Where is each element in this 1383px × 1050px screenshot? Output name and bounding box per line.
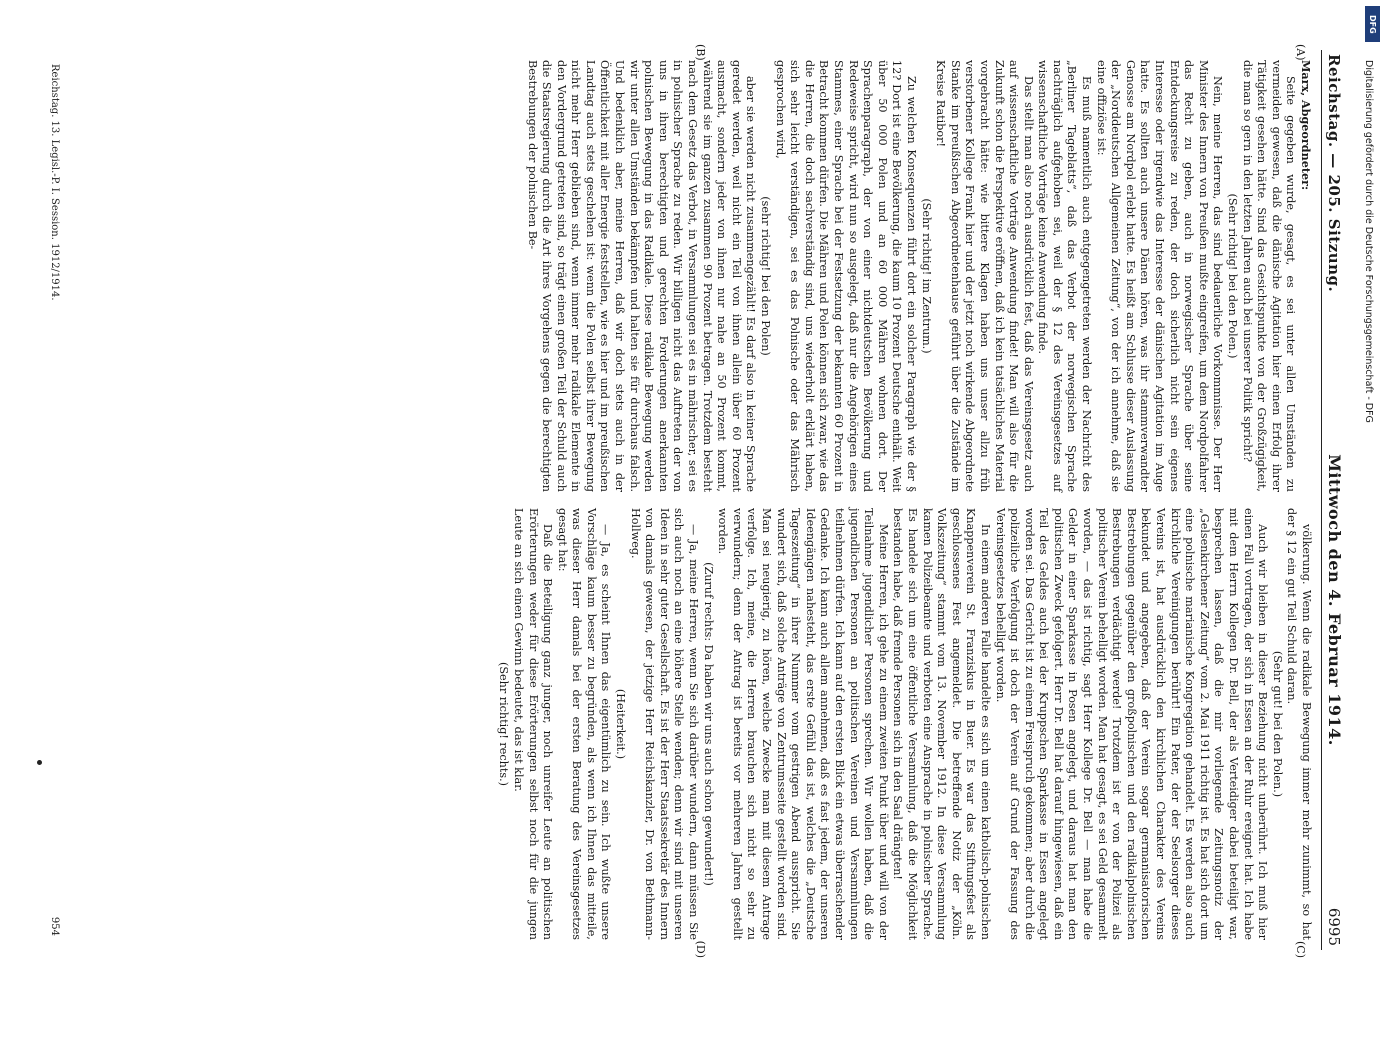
margin-marker-b: (B): [693, 44, 707, 61]
left-paragraph: (Sehr richtig! bei den Polen.): [1225, 193, 1239, 359]
right-paragraph: In einem anderen Falle handelte es sich um einen katholisch-polnischen Knappenverein St. Franziskus in Buer. Es war das Stiftungsfest als geschlossenes Fest angemeldet. Die betreffende Notiz der „Köln. Volkszeitung“ stammt vom 13. November 1912. In diese Versammlung kamen Polizeibeamte und verboten eine Ansprache in polnischer Sprache. Es handele sich um eine öffentliche Versammlung, daß die Möglichkeit bestanden habe, daß fremde Personen sich in den Saal drängten!: [890, 508, 992, 940]
left-paragraph: Es muß namentlich auch entgegengetreten werden der Nachricht des „Berliner Tageblatts“, daß das Verbot der norwegischen Sprache nachträglich aufgehoben sei, weil der § 12 des Vereinsgesetzes auf wissenschaftliche Vorträge keine Anwendung finde.: [1035, 60, 1093, 492]
margin-marker-c: (C): [1293, 941, 1307, 958]
left-paragraph: Seite gegeben wurde, gesagt, es sei unter allen Umständen zu vermeiden gewesen, daß die dänische Agitation hier einen Erfolg ihrer Tätigkeit gesehen hätte. Sind das Gesichtspunkte von der Großzügigkeit, die man so gern in den letzten Jahren auch bei unserer Politik spricht?: [1240, 60, 1297, 492]
footer-page-ref: 954: [48, 916, 60, 936]
left-paragraph: Zu welchen Konsequenzen führt dort ein solcher Paragraph wie der § 12? Dort ist eine Bevölkerung, die kaum 10 Prozent Deutsche enthält. Weit über 50 000 Polen und an 60 000 Mähren wohnen dort. Der Sprachenparagraph, der von einer nichtdeutschen Bevölkerung und Redeweise spricht, wird nun so ausgelegt, daß nur die Angehörigen eines Stammes, einer Sprache bei der Festsetzung der bekannten 60 Prozent in Betracht kommen dürfen. Die Mähren und Polen können sich zwar, wie das die Herren, die doch sachverständig sind, uns wiederholt erklärt haben, sich sehr leicht verständigen, sei es das Polnische oder das Mährisch gesprochen wird,: [773, 60, 918, 492]
left-column: [77, 60, 1313, 492]
right-paragraph: Meine Herren, ich gehe zu einem zweiten Punkt über und will von der Teilnahme jugendlicher Personen sprechen. Wir wollen haben, daß die jugendlichen Personen an politischen Vereinen und Versammlungen teilnehmen dürfen. Ich kann auf den ersten Blick ein etwas überraschender Gedanke. Ich kann auch allem annehmen, daß es fast jedem, der unseren Ideengängen nahesteht, das erste Gefühl das ist, welches die „Deutsche Tageszeitung“ in ihrer Nummer vom gestrigen Abend ausspricht. Sie wundert sich, daß solche Anträge von Zentrumsseite gestellt worden sind. Man sei neugierig, zu hören, welche Zwecke man mit diesem Antrage verfolge. Ich, meine, die Herren brauchen sich nicht so sehr zu verwundern; denn der Antrag ist bereits vor mehreren Jahren gestellt worden.: [715, 508, 890, 940]
left-paragraph: Nein, meine Herren, das sind bedauerliche Vorkommnisse. Der Herr Minister des Innern von Preußen mußte eingreifen, um dem Nordpolfahrer das Recht zu geben, auch in norwegischer Sprache über seine Entdeckungsreise zu reden, der doch sicherlich nicht sein eigenes Interesse oder irgendwie das Interesse der dänischen Agitation im Auge hatte. Es sollten auch unsere Dänen hören, was ihr stammverwandter Genosse am Nordpol erlebt hatte. Es heißt am Schlusse dieser Auslassung der „Norddeutschen Allgemeinen Zeitung“, von der ich annehme, daß sie eine offiziöse ist:: [1094, 60, 1224, 492]
margin-marker-d: (D): [693, 940, 707, 958]
header-date: Mittwoch den 4. Februar 1914.: [1324, 454, 1344, 746]
right-paragraph: (Zuruf rechts: Da haben wir uns auch schon gewundert!): [701, 562, 715, 886]
right-paragraph: Auch wir bleiben in dieser Beziehung nicht unberührt. Ich muß hier einen Fall vortragen, der sich in Essen an der Ruhr ereignet hat. Ich habe mit dem Herrn Kollegen Dr. Bell, der als Verteidiger dabei beteiligt war, besprechen lassen, daß die mir vorliegende Zeitungsnotiz der „Gelsenkirchener Zeitung“ vom 2. Mai 1911 richtig ist. Es hat sich dort um eine polnische marianische Kongregation gehandelt. Es werden also auch kirchliche Vereinigungen berührt! Ein Pater, der der Seelsorger dieses Vereins ist, hat ausdrücklich den kirchlichen Charakter des Vereins bekundet und angegeben, daß der Verein sogar germanisatorischen Bestrebungen gegenüber den großpolnischen und den radikalpolnischen Bestrebungen verdächtigt werde! Trotzdem ist er von der Polizei als politischer Verein behelligt worden. Man hat gesagt, es sei Geld gesammelt worden, — das ist richtig, sagt Herr Kollege Dr. Bell — man habe die Gelder in einer Sparkasse in Posen angelegt, und daraus hat man den politischen Zweck gefolgert. Herr Dr. Bell hat darauf hingewiesen, daß ein Teil des Geldes auch bei der Kruppschen Sparkasse in Essen angelegt worden sei. Das Gericht ist zu einem Freispruch gekommen; aber durch die polizeiliche Verfolgung ist doch der Verein auf Grund der Fassung des Vereinsgesetzes behelligt worden.: [993, 508, 1269, 940]
page-footer: [49, 64, 60, 936]
right-paragraphs: [495, 508, 1312, 940]
margin-marker-a: (A): [1293, 44, 1307, 61]
page-number: 6995: [1324, 907, 1343, 946]
footer-left: Reichstag. 13. Legisl.-P. I. Session. 1912/1914.: [48, 64, 60, 301]
right-paragraph: Daß die Beteiligung ganz junger, noch unreifer Leute an politischen Erörterungen weder für diese Erörterungen selbst noch für die jungen Leute an sich einen Gewinn bedeutet, das ist klar.: [511, 508, 554, 940]
right-paragraph: (Heiterkeit.): [613, 688, 627, 760]
left-paragraph: Das stellt man also noch ausdrücklich fest, daß das Vereinsgesetz auch auf wissenschaftliche Vorträge Anwendung findet! Man will also für die Zukunft schon die Perspektive eröffnen, daß ich kein tatsächliches Material vorgebracht hätte: wie bittere Klagen haben uns unser allzu früh verstorbener Kollege Frank hier und der jetzt noch wirkende Abgeordnete Stanke im preußischen Abgeordnetenhause geführt über die Zustände im Kreise Ratibor!: [933, 60, 1035, 492]
right-paragraph: (Sehr richtig! rechts.): [496, 661, 510, 787]
text-columns: [77, 60, 1313, 940]
right-column: [77, 508, 1313, 940]
dfg-logo: DFG: [1365, 6, 1380, 42]
right-paragraph: — Ja, meine Herren, wenn Sie sich darüber wundern, dann müssen Sie sich auch noch an eine höhere Stelle wenden; denn wir sind mit unseren Ideen in sehr guter Gesellschaft. Es ist der Herr Staatssekretär des Innern von damals gewesen, der jetzige Herr Reichskanzler, Dr. von Bethmann-Hollweg.: [628, 508, 700, 940]
right-paragraph: — Ja, es scheint Ihnen das eigentümlich zu sein. Ich wußte unsere Vorschläge kaum besser zu begründen, als wenn ich Ihnen das mitteile, was dieser Herr damals bei der ersten Beratung des Vereinsgesetzes gesagt hat:: [555, 508, 612, 940]
left-paragraph: aber sie werden nicht zusammengezählt! Es darf also in keiner Sprache geredet werden, weil nicht ein Teil von ihnen allein über 60 Prozent ausmacht, sondern jeder von ihnen nur nahe an 50 Prozent kommt, während sie im ganzen zusammen 90 Prozent betragen. Trotzdem besteht nach dem Gesetz das Verbot, in Versammlungen sei es in mährischer, sei es in polnischer Sprache zu reden. Wir billigen nicht das Auftreten der von uns in ihren berechtigten und gerechten Forderungen anerkannten polnischen Bewegung in das Radikale. Diese radikale Bewegung werden wir unter allen Umständen bekämpfen und halten sie für durchaus falsch. Und bedenklich aber, meine Herren, daß wir doch stets auch in der Öffentlichkeit mit aller Energie feststellen, wie es hier und im preußischen Landtag auch stets geschehen ist: wenn die Polen selbst ihrer Bewegung nicht mehr Herr geblieben sind, wenn immer mehr radikale Elemente in den Vordergrund getreten sind, so trägt einen großen Teil der Schuld auch die Staatsregierung durch die Art ihres Vorgehens gegen die berechtigten Bestrebungen der polnischen Be-: [525, 60, 757, 492]
digitization-note: Digitalisierung gefördert durch die Deutsche Forschungsgemeinschaft - DFG: [1363, 60, 1374, 423]
left-paragraphs: [523, 60, 1296, 492]
left-paragraph: (Sehr richtig! im Zentrum.): [919, 198, 933, 354]
right-paragraph: (Sehr gut! bei den Polen.): [1270, 650, 1284, 798]
speaker-label: Marx, Abgeordneter:: [1298, 60, 1313, 191]
header-left: Reichstag. — 205. Sitzung.: [1324, 54, 1343, 293]
page-header: [1321, 50, 1347, 950]
left-paragraph: (sehr richtig! bei den Polen): [758, 196, 772, 356]
right-paragraph: völkerung. Wenn die radikale Bewegung immer mehr zunimmt, so hat der § 12 ein gut Teil Schuld daran.: [1284, 508, 1313, 940]
document-page: [37, 44, 1347, 958]
